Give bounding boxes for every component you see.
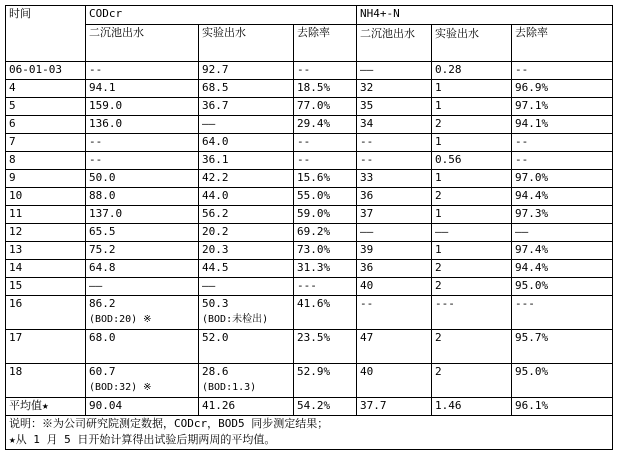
cell-value: --- — [515, 297, 535, 310]
cell-value: 41.6% — [297, 297, 331, 310]
value-cell: 68.5 — [199, 80, 294, 98]
value-cell: -- — [512, 134, 613, 152]
table-row — [6, 80, 613, 98]
value-cell: -- — [86, 134, 199, 152]
date-cell — [6, 364, 86, 398]
value-cell — [512, 330, 613, 364]
value-cell: 29.4% — [294, 116, 357, 134]
value-cell: 2 — [432, 260, 512, 278]
cell-value: 17 — [9, 331, 23, 344]
value-cell: —— — [357, 224, 432, 242]
table-row — [6, 278, 613, 296]
bod-note: (BOD:未检出) — [202, 314, 269, 325]
value-cell — [86, 296, 199, 330]
value-cell — [294, 364, 357, 398]
value-cell: 31.3% — [294, 260, 357, 278]
date-cell: 13 — [6, 242, 86, 260]
date-cell: 6 — [6, 116, 86, 134]
value-cell: 0.28 — [432, 62, 512, 80]
value-cell: 36.7 — [199, 98, 294, 116]
header-col: 二沉池出水 — [86, 25, 199, 62]
cell-value: 2 — [435, 365, 442, 378]
value-cell: 64.0 — [199, 134, 294, 152]
table-row — [6, 260, 613, 278]
header-codcr: CODcr — [86, 6, 357, 25]
value-cell — [432, 296, 512, 330]
date-cell: 11 — [6, 206, 86, 224]
note-line-2: ★从 1 月 5 日开始计算得出试验后期两周的平均值。 — [9, 433, 276, 446]
cell-value: 18 — [9, 365, 23, 378]
cell-value: 16 — [9, 297, 23, 310]
average-cell: 54.2% — [294, 398, 357, 416]
bod-note: (BOD:32) ※ — [89, 382, 152, 393]
cell-value: -- — [360, 297, 374, 310]
value-cell: 94.4% — [512, 260, 613, 278]
value-cell: 36 — [357, 188, 432, 206]
value-cell: 20.3 — [199, 242, 294, 260]
cell-value: 52.0 — [202, 331, 229, 344]
table-row — [6, 242, 613, 260]
value-cell: 2 — [432, 188, 512, 206]
value-cell: —— — [199, 116, 294, 134]
average-cell: 90.04 — [86, 398, 199, 416]
value-cell: 97.1% — [512, 98, 613, 116]
value-cell: 97.3% — [512, 206, 613, 224]
value-cell: 44.0 — [199, 188, 294, 206]
value-cell — [199, 364, 294, 398]
value-cell: 94.1% — [512, 116, 613, 134]
value-cell: 75.2 — [86, 242, 199, 260]
value-cell — [512, 364, 613, 398]
header-time: 时间 — [6, 6, 86, 62]
date-cell — [6, 330, 86, 364]
value-cell — [199, 330, 294, 364]
value-cell: 159.0 — [86, 98, 199, 116]
average-cell: 96.1% — [512, 398, 613, 416]
value-cell — [86, 364, 199, 398]
value-cell: 136.0 — [86, 116, 199, 134]
date-cell: 8 — [6, 152, 86, 170]
header-col: 去除率 — [294, 25, 357, 62]
date-cell: 12 — [6, 224, 86, 242]
bod-note: (BOD:1.3) — [202, 382, 257, 393]
average-cell: 41.26 — [199, 398, 294, 416]
date-cell: 14 — [6, 260, 86, 278]
value-cell: 33 — [357, 170, 432, 188]
header-row-columns — [6, 25, 613, 62]
value-cell: -- — [512, 62, 613, 80]
value-cell: 40 — [357, 278, 432, 296]
value-cell: —— — [199, 278, 294, 296]
value-cell: 97.4% — [512, 242, 613, 260]
value-cell: 32 — [357, 80, 432, 98]
value-cell: 2 — [432, 116, 512, 134]
date-cell: 06-01-03 — [6, 62, 86, 80]
cell-value: 86.2 — [89, 297, 116, 310]
note-line-1: 说明：※为公司研究院测定数据，CODcr，BOD5 同步测定结果； — [9, 417, 329, 430]
cell-value: 28.6 — [202, 365, 229, 378]
value-cell: 55.0% — [294, 188, 357, 206]
data-table — [5, 5, 613, 450]
average-cell: 1.46 — [432, 398, 512, 416]
header-row-groups — [6, 6, 613, 25]
cell-value: 40 — [360, 365, 374, 378]
value-cell: --- — [294, 278, 357, 296]
value-cell: 1 — [432, 206, 512, 224]
value-cell: —— — [86, 278, 199, 296]
value-cell: 56.2 — [199, 206, 294, 224]
date-cell — [6, 296, 86, 330]
value-cell: 97.0% — [512, 170, 613, 188]
value-cell: -- — [512, 152, 613, 170]
value-cell: 65.5 — [86, 224, 199, 242]
header-col: 实验出水 — [199, 25, 294, 62]
value-cell: 35 — [357, 98, 432, 116]
value-cell: 95.0% — [512, 278, 613, 296]
cell-value: --- — [435, 297, 455, 310]
value-cell: 36 — [357, 260, 432, 278]
value-cell: —— — [512, 224, 613, 242]
table-row — [6, 170, 613, 188]
value-cell: -- — [294, 62, 357, 80]
cell-value: 95.0% — [515, 365, 549, 378]
value-cell — [86, 330, 199, 364]
value-cell: 92.7 — [199, 62, 294, 80]
cell-value: 95.7% — [515, 331, 549, 344]
value-cell: 44.5 — [199, 260, 294, 278]
date-cell: 9 — [6, 170, 86, 188]
cell-value: 23.5% — [297, 331, 331, 344]
table-row — [6, 364, 613, 398]
bod-note: (BOD:20) ※ — [89, 314, 152, 325]
value-cell: 69.2% — [294, 224, 357, 242]
average-row — [6, 398, 613, 416]
table-row — [6, 62, 613, 80]
value-cell: 36.1 — [199, 152, 294, 170]
value-cell: -- — [86, 152, 199, 170]
table-row — [6, 330, 613, 364]
header-nh4: NH4+-N — [357, 6, 613, 25]
cell-value: 2 — [435, 331, 442, 344]
notes-cell — [6, 416, 613, 450]
value-cell: 88.0 — [86, 188, 199, 206]
value-cell: 2 — [432, 278, 512, 296]
value-cell — [357, 330, 432, 364]
value-cell: 20.2 — [199, 224, 294, 242]
value-cell: 34 — [357, 116, 432, 134]
value-cell: 39 — [357, 242, 432, 260]
value-cell: —— — [432, 224, 512, 242]
value-cell: -- — [357, 134, 432, 152]
cell-value: 52.9% — [297, 365, 331, 378]
value-cell: -- — [294, 152, 357, 170]
header-col: 实验出水 — [432, 25, 512, 62]
cell-value: 68.0 — [89, 331, 116, 344]
value-cell: 1 — [432, 134, 512, 152]
header-col: 二沉池出水 — [357, 25, 432, 62]
value-cell — [294, 296, 357, 330]
table-row — [6, 206, 613, 224]
value-cell: -- — [86, 62, 199, 80]
value-cell: 59.0% — [294, 206, 357, 224]
table-row — [6, 116, 613, 134]
value-cell: 64.8 — [86, 260, 199, 278]
value-cell — [512, 296, 613, 330]
value-cell: 42.2 — [199, 170, 294, 188]
value-cell: 1 — [432, 170, 512, 188]
value-cell — [199, 296, 294, 330]
date-cell: 7 — [6, 134, 86, 152]
cell-value: 50.3 — [202, 297, 229, 310]
data-table-container — [5, 5, 612, 450]
value-cell: —— — [357, 62, 432, 80]
value-cell: -- — [294, 134, 357, 152]
value-cell: -- — [357, 152, 432, 170]
header-col: 去除率 — [512, 25, 613, 62]
value-cell: 15.6% — [294, 170, 357, 188]
value-cell: 94.1 — [86, 80, 199, 98]
value-cell: 94.4% — [512, 188, 613, 206]
cell-value: 60.7 — [89, 365, 116, 378]
table-row — [6, 98, 613, 116]
value-cell: 1 — [432, 98, 512, 116]
value-cell — [294, 330, 357, 364]
value-cell: 37 — [357, 206, 432, 224]
table-row — [6, 296, 613, 330]
value-cell: 77.0% — [294, 98, 357, 116]
value-cell: 73.0% — [294, 242, 357, 260]
value-cell: 1 — [432, 242, 512, 260]
table-row — [6, 224, 613, 242]
value-cell: 137.0 — [86, 206, 199, 224]
value-cell: 96.9% — [512, 80, 613, 98]
value-cell — [357, 364, 432, 398]
date-cell: 15 — [6, 278, 86, 296]
average-cell: 37.7 — [357, 398, 432, 416]
value-cell — [432, 364, 512, 398]
value-cell: 0.56 — [432, 152, 512, 170]
notes-row — [6, 416, 613, 450]
table-row — [6, 134, 613, 152]
value-cell: 1 — [432, 80, 512, 98]
value-cell: 18.5% — [294, 80, 357, 98]
value-cell: 50.0 — [86, 170, 199, 188]
date-cell: 4 — [6, 80, 86, 98]
cell-value: 47 — [360, 331, 374, 344]
date-cell: 5 — [6, 98, 86, 116]
table-row — [6, 152, 613, 170]
value-cell — [432, 330, 512, 364]
average-label: 平均值★ — [6, 398, 86, 416]
value-cell — [357, 296, 432, 330]
date-cell: 10 — [6, 188, 86, 206]
table-row — [6, 188, 613, 206]
